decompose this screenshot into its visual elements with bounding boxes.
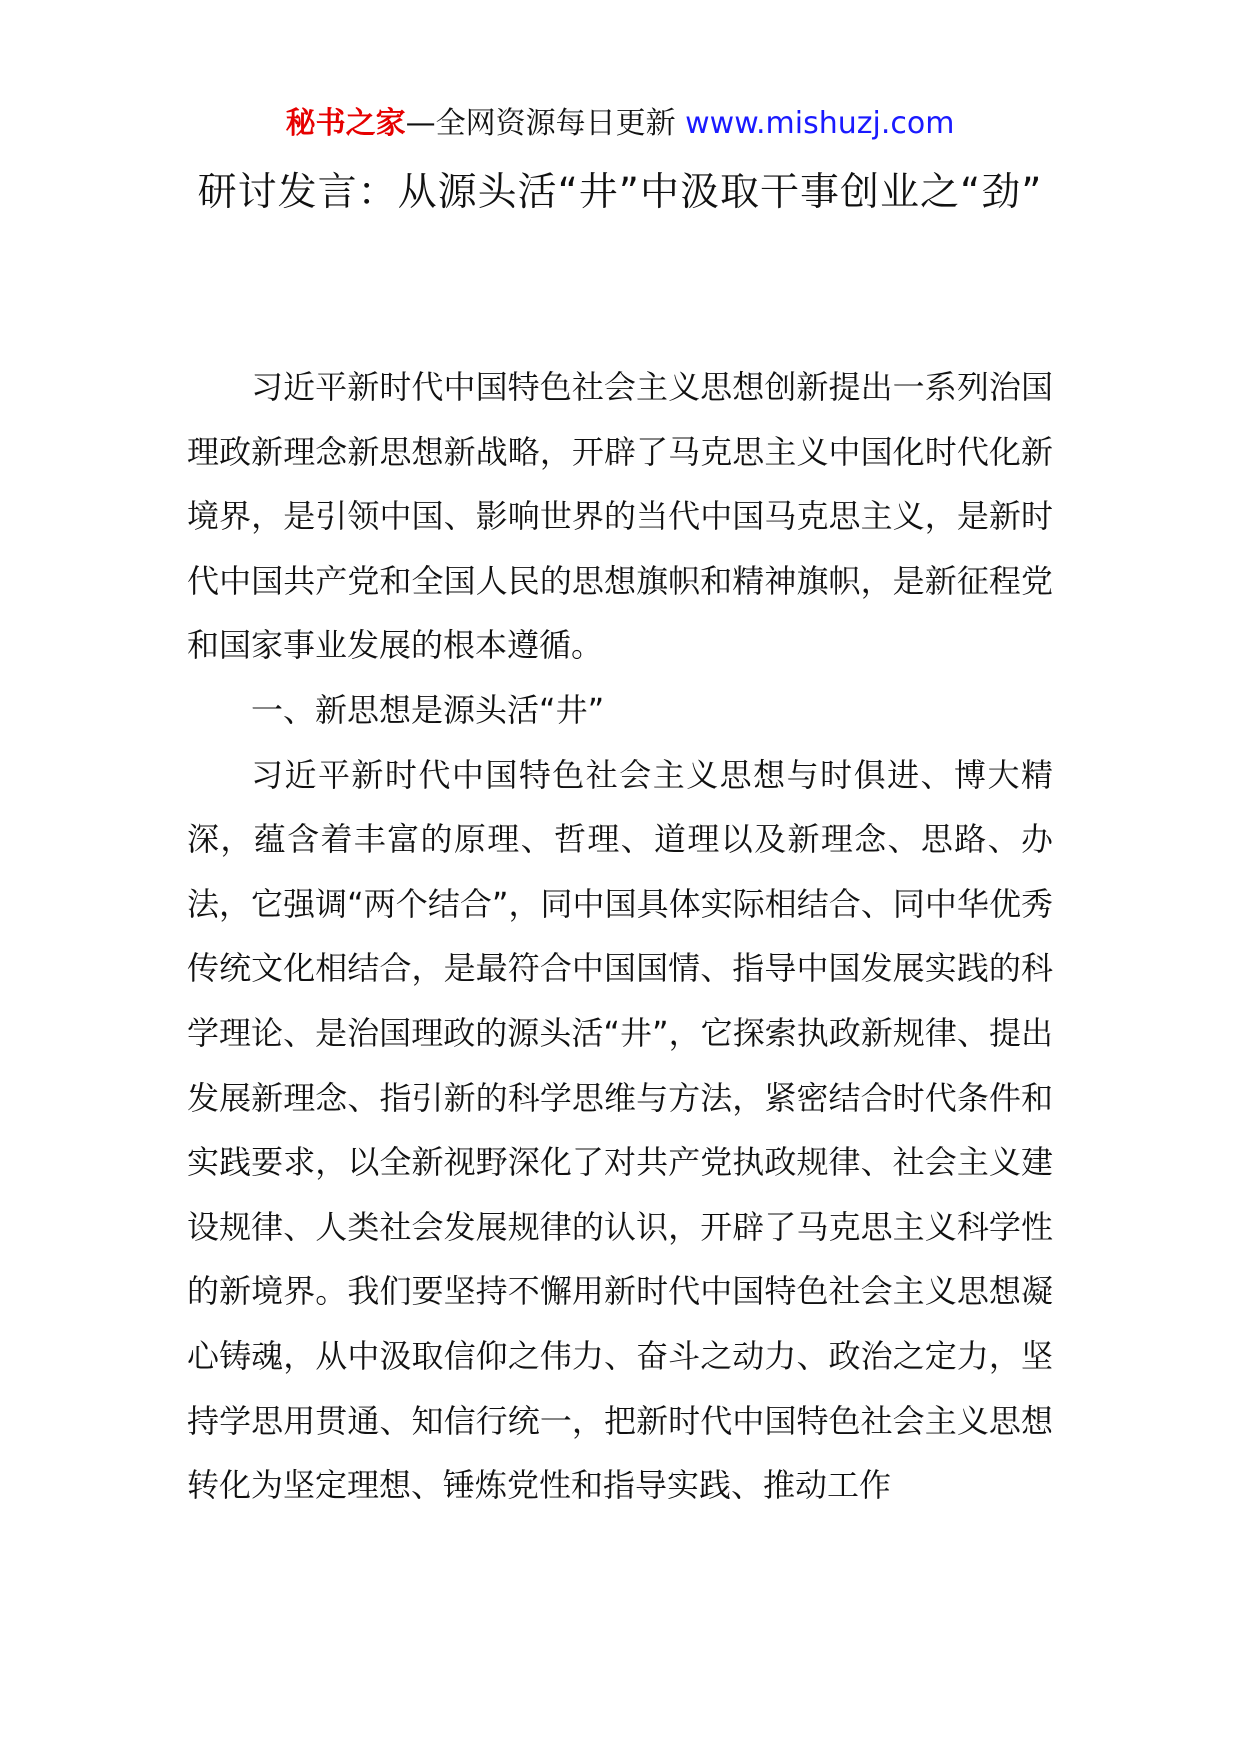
document-body <box>187 355 1053 1518</box>
paragraph-intro: 习近平新时代中国特色社会主义思想创新提出一系列治国理政新理念新思想新战略，开辟了马克思主义中国化时代化新境界，是引领中国、影响世界的当代中国马克思主义，是新时代中国共产党和全国人民的思想旗帜和精神旗帜，是新征程党和国家事业发展的根本遵循。 <box>187 368 1053 665</box>
paragraph-section-1: 习近平新时代中国特色社会主义思想与时俱进、博大精深，蕴含着丰富的原理、哲理、道理以及新理念、思路、办法，它强调“两个结合”，同中国具体实际相结合、同中华优秀传统文化相结合，是最符合中国国情、指导中国发展实践的科学理论、是治国理政的源头活“井”，它探索执政新规律、提出发展新理念、指引新的科学思维与方法，紧密结合时代条件和实践要求，以全新视野深化了对共产党执政规律、社会主义建设规律、人类社会发展规律的认识，开辟了马克思主义科学性的新境界。我们要坚持不懈用新时代中国特色社会主义思想凝心铸魂，从中汲取信仰之伟力、奋斗之动力、政治之定力，坚持学思用贯通、知信行统一，把新时代中国特色社会主义思想转化为坚定理想、锤炼党性和指导实践、推动工作 <box>187 755 1053 1505</box>
document-title: 研讨发言：从源头活“井”中汲取干事创业之“劲” <box>197 170 1043 215</box>
site-brand: 秘书之家 <box>285 106 406 141</box>
site-tagline: —全网资源每日更新 <box>405 106 686 141</box>
section-heading-1: 一、新思想是源头活“井” <box>251 690 605 729</box>
site-header <box>0 104 1240 144</box>
site-url-link[interactable]: www.mishuzj.com <box>685 106 955 141</box>
